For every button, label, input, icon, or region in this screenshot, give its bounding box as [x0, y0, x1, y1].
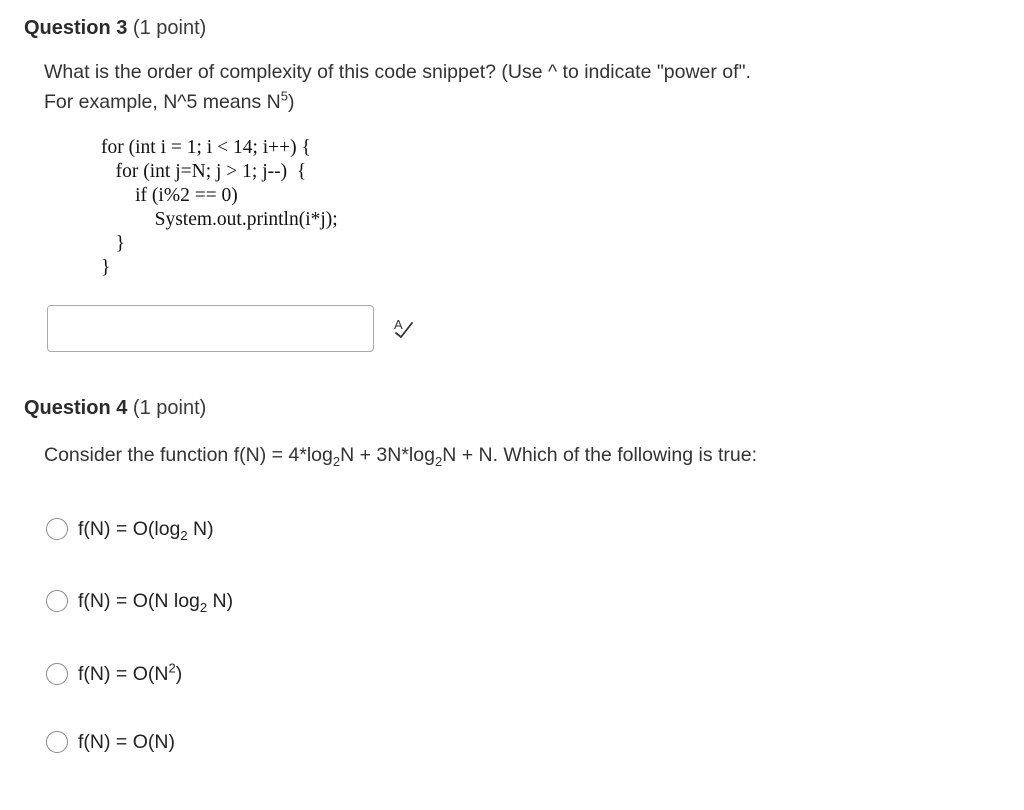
question-3-prompt [44, 57, 751, 117]
option-3[interactable] [46, 659, 182, 689]
code-line: } [101, 257, 111, 278]
radio-button[interactable] [46, 731, 68, 753]
option-1[interactable] [46, 514, 214, 544]
question-3-prompt-line-2 [44, 87, 751, 117]
question-3-header [24, 17, 206, 40]
question-4-prompt [44, 440, 757, 470]
question-4-header [24, 397, 206, 420]
prompt-example-close: ) [287, 91, 295, 113]
prompt-example-text: For example, N^5 means N [44, 91, 281, 113]
code-snippet [101, 136, 338, 280]
radio-button[interactable] [46, 590, 68, 612]
code-line: if (i%2 == 0) [101, 185, 238, 206]
option-label: f(N) = O(N) [78, 730, 175, 753]
log-base-subscript: 2 [434, 453, 443, 469]
prompt-part: N + 3N*log [340, 444, 435, 466]
prompt-example-exponent: 5 [280, 88, 288, 104]
option-label: f(N) = O(N $\log_2 N$) [78, 589, 234, 615]
question-3-points: (1 point) [132, 17, 207, 39]
question-4-title: Question 4 [24, 397, 128, 419]
option-label: $f(N) = O(N^2)$ [78, 660, 183, 685]
question-3-title: Question 3 [24, 17, 128, 39]
prompt-part: Consider the function f(N) = 4*log [44, 444, 333, 466]
spellcheck-icon[interactable] [393, 316, 415, 340]
code-line: } [101, 233, 125, 254]
code-line: for (int i = 1; i < 14; i++) { [101, 137, 311, 158]
log-base-subscript: 2 [332, 453, 341, 469]
code-line: System.out.println(i*j); [101, 209, 338, 230]
question-3-prompt-line-1: What is the order of complexity of this code snippet? (Use ^ to indicate "power of". [44, 61, 751, 83]
code-line: for (int j=N; j > 1; j--) { [101, 161, 307, 182]
prompt-part: N + N. Which of the following is true: [442, 444, 758, 466]
option-label: $f(N) = O(\log_2$ N) [78, 517, 214, 543]
svg-text:A: A [394, 317, 403, 332]
radio-button[interactable] [46, 518, 68, 540]
option-4[interactable] [46, 727, 175, 757]
radio-button[interactable] [46, 663, 68, 685]
option-2[interactable] [46, 586, 233, 616]
question-3-answer-input[interactable] [47, 305, 374, 352]
question-4-points: (1 point) [132, 397, 207, 419]
